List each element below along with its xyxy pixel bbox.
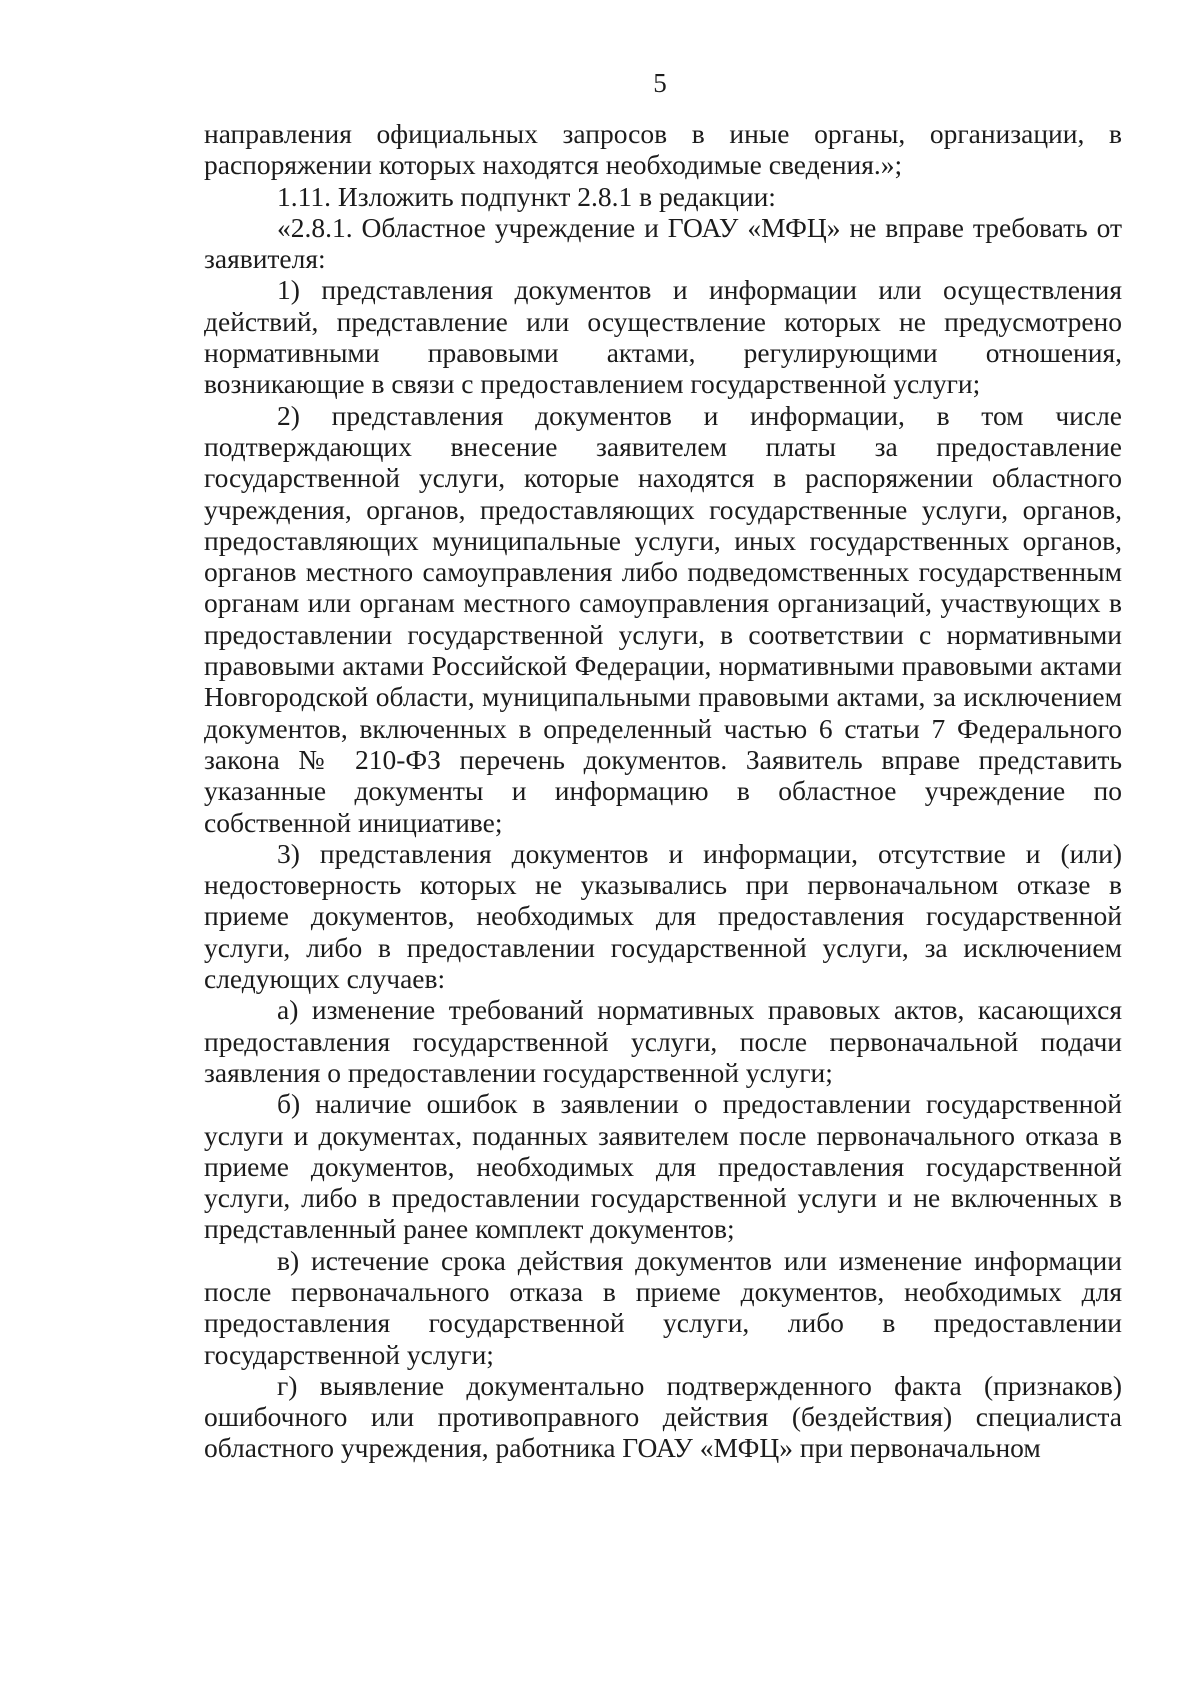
paragraph: 3) представления документов и информации, отсутствие и (или) недостоверность которых не указывались при первоначальном отказе в приеме документов, необходимых для предоставления государственной услуги, либо в предоставлении государственной услуги, за исключением следующих случаев:: [204, 837, 1122, 995]
paragraph: 1.11. Изложить подпункт 2.8.1 в редакции:: [277, 180, 776, 212]
paragraph: в) истечение срока действия документов или изменение информации после первоначального отказа в приеме документов, необходимых для предоставления государственной услуги, либо в предоставлении государственной услуги;: [204, 1244, 1122, 1370]
paragraph: направления официальных запросов в иные органы, организации, в распоряжении которых находятся необходимые сведения.»;: [204, 118, 1122, 181]
paragraph: г) выявление документально подтвержденного факта (признаков) ошибочного или противоправного действия (бездействия) специалиста областного учреждения, работника ГОАУ «МФЦ» при первоначальном: [204, 1369, 1122, 1464]
paragraph: 1) представления документов и информации или осуществления действий, представление или осуществление которых не предусмотрено нормативными правовыми актами, регулирующими отношения, возникающие в связи с предоставлением государственной услуги;: [204, 274, 1122, 400]
page-number: 5: [653, 68, 667, 98]
document-body: [204, 118, 1122, 1464]
paragraph: 2) представления документов и информации, в том числе подтверждающих внесение заявителем платы за предоставление государственной услуги, которые находятся в распоряжении областного учреждения, органов, предоставляющих государственные услуги, органов, предоставляющих муниципальные услуги, иных государственных органов, органов местного самоуправления либо подведомственных государственным органам или органам местного самоуправления организаций, участвующих в предоставлении государственной услуги, в соответствии с нормативными правовыми актами Российской Федерации, нормативными правовыми актами Новгородской области, муниципальными правовыми актами, за исключением документов, включенных в определенный частью 6 статьи 7 Федерального закона № 210-ФЗ перечень документов. Заявитель вправе представить указанные документы и информацию в областное учреждение по собственной инициативе;: [204, 399, 1122, 838]
paragraph: а) изменение требований нормативных правовых актов, касающихся предоставления государственной услуги, после первоначальной подачи заявления о предоставлении государственной услуги;: [204, 994, 1122, 1088]
paragraph: «2.8.1. Областное учреждение и ГОАУ «МФЦ» не вправе требовать от заявителя:: [204, 211, 1122, 275]
paragraph: б) наличие ошибок в заявлении о предоставлении государственной услуги и документах, поданных заявителем после первоначального отказа в приеме документов, необходимых для предоставления государственной услуги, либо в предоставлении государственной услуги и не включенных в представленный ранее комплект документов;: [204, 1088, 1122, 1245]
